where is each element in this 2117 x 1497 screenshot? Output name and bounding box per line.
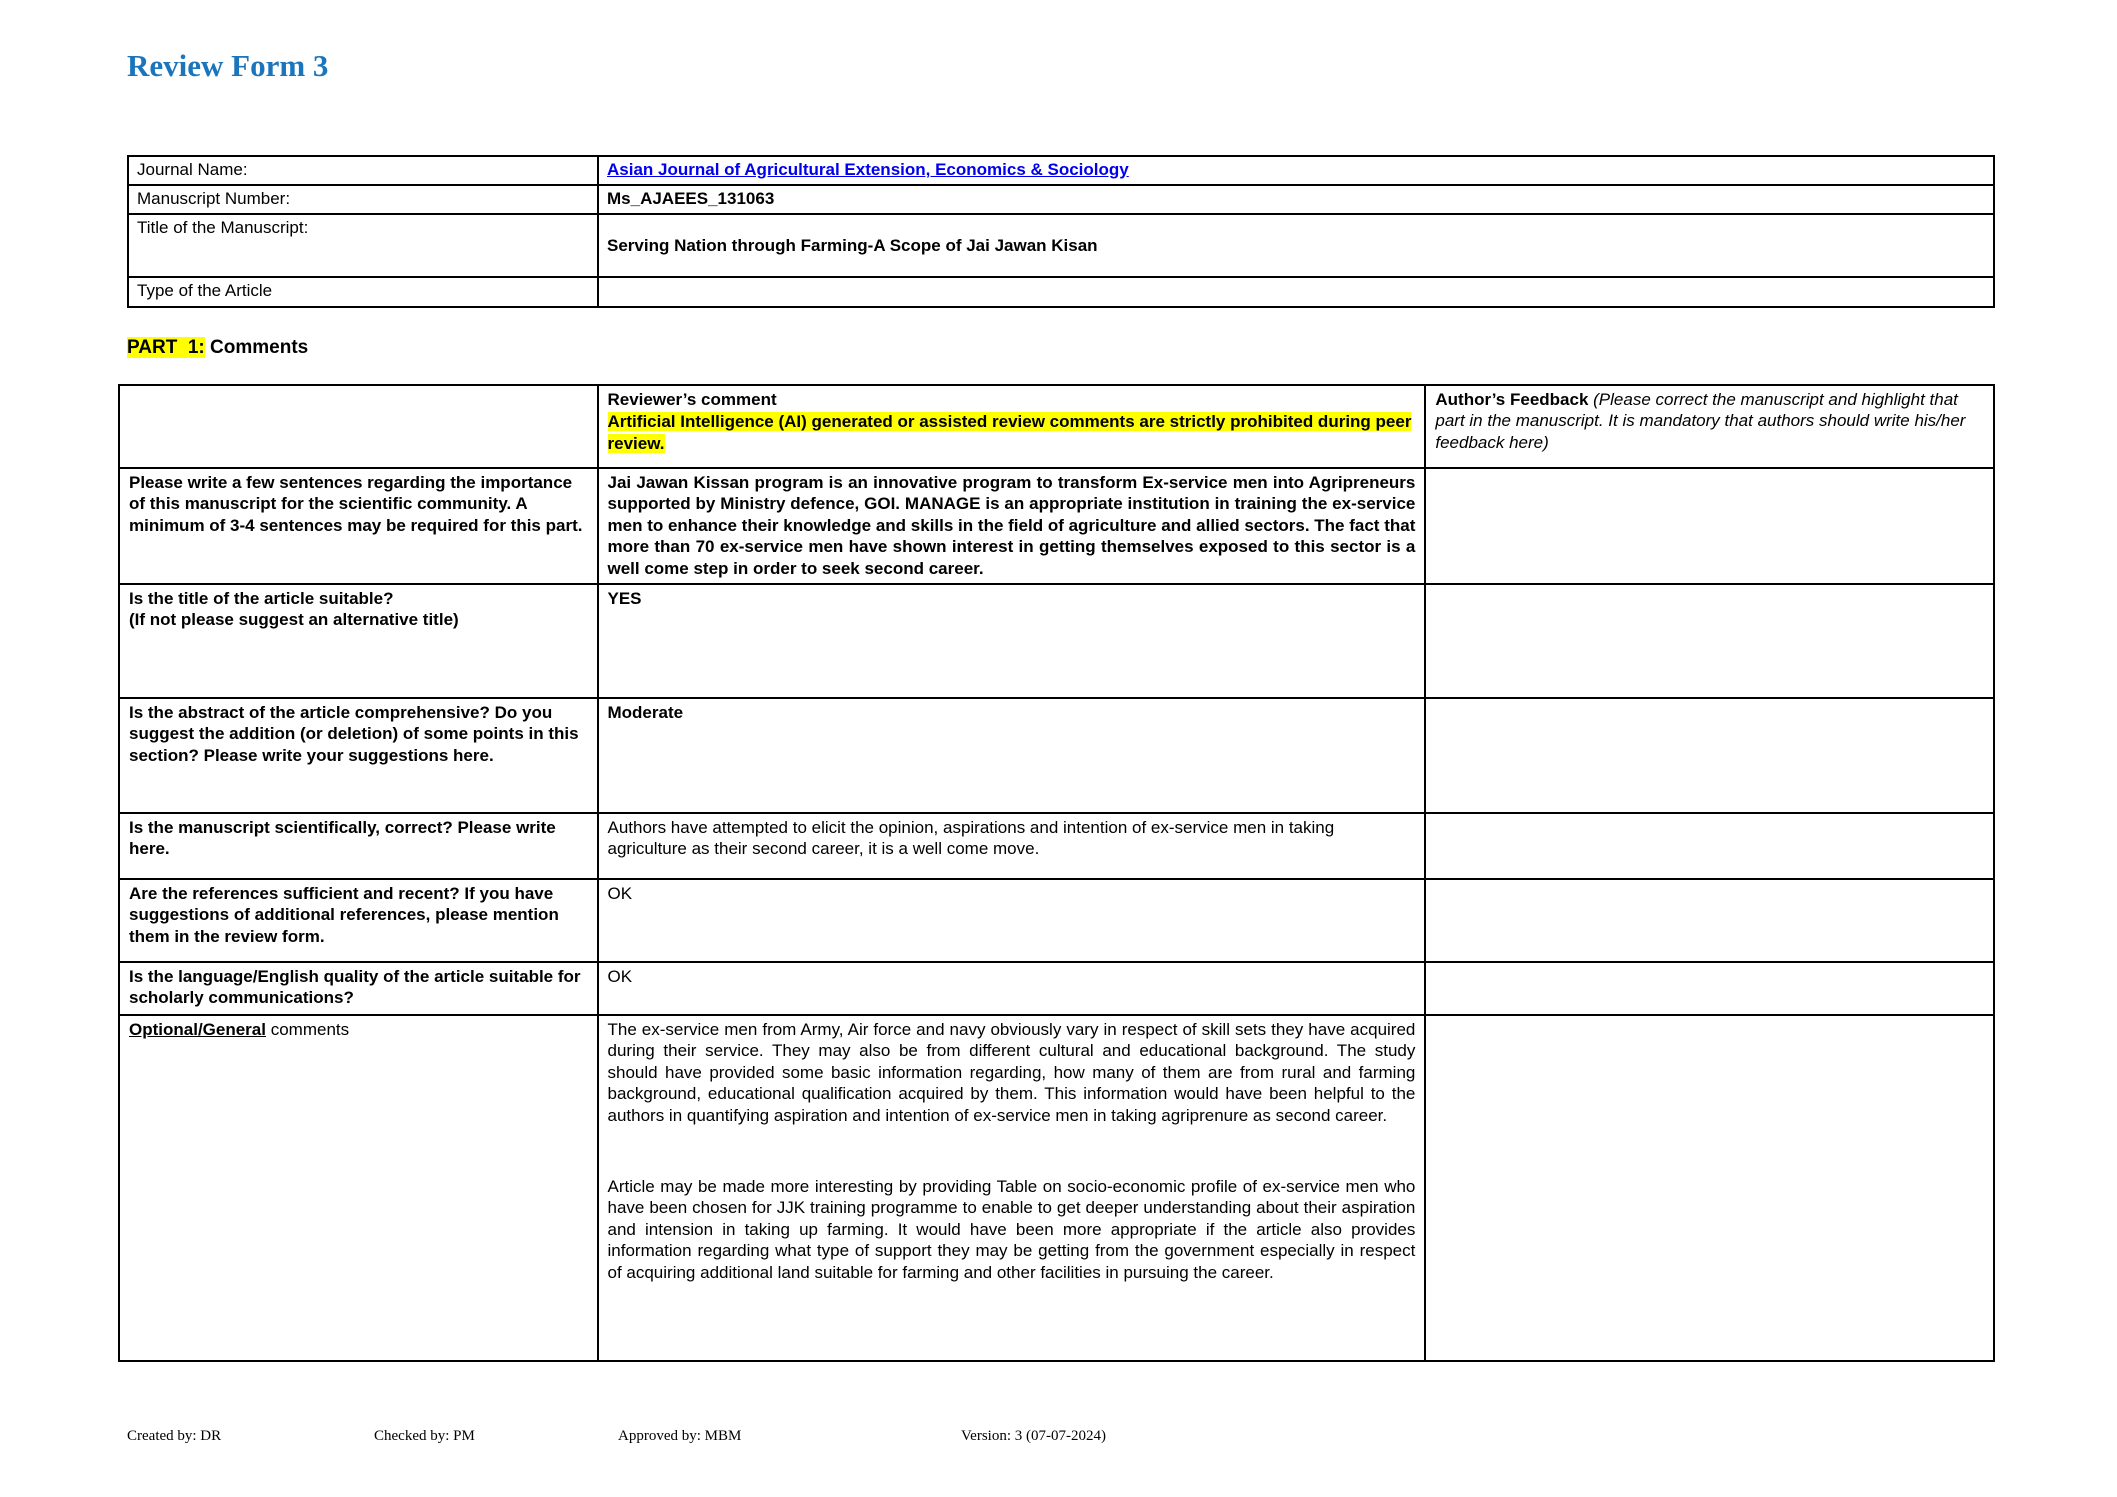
- reviewer-comment-paragraph: OK: [607, 967, 633, 986]
- comment-row: [119, 879, 1994, 962]
- meta-row: [128, 214, 1994, 277]
- meta-row: [128, 185, 1994, 214]
- question-text: (If not please suggest an alternative title): [129, 610, 459, 630]
- reviewer-comment-paragraph: Article may be made more interesting by providing Table on socio-economic profile of ex-service men who have been chosen for JJK training programme to enable to get deeper understanding about their aspiration and intension in taking up farming. It would have been more appropriate if the article also provides information regarding what type of support they may be getting from the government especially in respect of acquiring additional land suitable for farming and other facilities in pursuing the career.: [607, 1177, 1416, 1282]
- meta-label: Manuscript Number:: [128, 185, 598, 214]
- question-text: Are the references sufficient and recent? If you have suggestions of additional references, please mention them in the review form.: [129, 884, 559, 946]
- reviewer-comment-cell: [598, 879, 1426, 962]
- question-cell: [119, 962, 598, 1015]
- meta-value: Ms_AJAEES_131063: [607, 189, 775, 208]
- footer-created-by: Created by: DR: [127, 1428, 222, 1444]
- meta-label: Type of the Article: [128, 277, 598, 307]
- meta-table-body: [128, 156, 1994, 307]
- reviewer-comment-cell: [598, 468, 1426, 584]
- meta-label: Title of the Manuscript:: [128, 214, 598, 277]
- reviewer-comment-paragraph: YES: [607, 589, 642, 608]
- comment-row: [119, 468, 1994, 584]
- meta-label: Journal Name:: [128, 156, 598, 185]
- footer-checked-by: Checked by: PM: [374, 1428, 475, 1444]
- meta-value-cell: [598, 277, 1994, 307]
- meta-value: Serving Nation through Farming-A Scope of Jai Jawan Kisan: [607, 235, 1098, 255]
- meta-value-cell: [598, 156, 1994, 185]
- reviewer-comment-paragraph: Moderate: [607, 703, 684, 722]
- ai-prohibition-notice: Artificial Intelligence (AI) generated or assisted review comments are strictly prohibited during peer review.: [607, 412, 1412, 453]
- footer-approved-by: Approved by: MBM: [618, 1428, 742, 1444]
- page-title: Review Form 3: [127, 48, 329, 83]
- author-feedback-note: (Please correct the manuscript and highlight that part in the manuscript. It is mandatory that authors should write his/her feedback here): [1435, 390, 1966, 452]
- comment-row: [119, 584, 1994, 698]
- question-cell: [119, 879, 598, 962]
- journal-name-link[interactable]: Asian Journal of Agricultural Extension, Economics & Sociology: [607, 160, 1129, 179]
- reviewer-comment-label: Reviewer’s comment: [607, 390, 777, 409]
- comment-row: [119, 698, 1994, 813]
- question-text: Is the manuscript scientifically, correct? Please write here.: [129, 818, 556, 859]
- author-feedback-cell: [1425, 468, 1994, 584]
- reviewer-comment-cell: [598, 962, 1426, 1015]
- question-cell: [119, 1015, 598, 1361]
- author-feedback-cell: [1425, 584, 1994, 698]
- author-feedback-cell: [1425, 1015, 1994, 1361]
- header-empty-cell: [119, 385, 598, 468]
- question-text: Is the title of the article suitable?: [129, 589, 394, 608]
- author-feedback-header-cell: [1425, 385, 1994, 468]
- question-cell: [119, 468, 598, 584]
- author-feedback-cell: [1425, 962, 1994, 1015]
- reviewer-comment-paragraph: Authors have attempted to elicit the opinion, aspirations and intention of ex-service men in taking agriculture as their second career, it is a well come move.: [607, 818, 1335, 859]
- question-cell: [119, 698, 598, 813]
- part1-heading-rest: Comments: [204, 337, 309, 358]
- question-text: Please write a few sentences regarding the importance of this manuscript for the scientific community. A minimum of 3-4 sentences may be required for this part.: [129, 473, 583, 535]
- comment-row: [119, 813, 1994, 879]
- reviewer-comment-header-cell: [598, 385, 1426, 468]
- author-feedback-label: Author’s Feedback: [1435, 390, 1589, 409]
- footer-version: Version: 3 (07-07-2024): [961, 1428, 1106, 1444]
- question-cell: [119, 584, 598, 698]
- question-cell: [119, 813, 598, 879]
- comments-table: [118, 384, 1995, 1362]
- reviewer-comment-cell: [598, 584, 1426, 698]
- reviewer-comment-cell: [598, 1015, 1426, 1361]
- meta-value-cell: [598, 214, 1994, 277]
- reviewer-comment-paragraph: OK: [607, 884, 633, 903]
- reviewer-comment-paragraph: The ex-service men from Army, Air force and navy obviously vary in respect of skill sets they have acquired during their service. They may also be from different cultural and educational background. The study should have provided some basic information regarding, how many of them are from rural and farming background, educational qualification acquired by them. This information would have been helpful to the authors in quantifying aspiration and intention of ex-service men in taking agriprenure as second career.: [607, 1020, 1416, 1125]
- question-text: Is the language/English quality of the article suitable for scholarly communications?: [129, 967, 581, 1008]
- part1-heading: [127, 337, 308, 359]
- meta-row: [128, 277, 1994, 307]
- comment-row: [119, 962, 1994, 1015]
- manuscript-meta-table: [127, 155, 1995, 308]
- author-feedback-cell: [1425, 813, 1994, 879]
- meta-value-cell: [598, 185, 1994, 214]
- author-feedback-cell: [1425, 879, 1994, 962]
- comment-row: [119, 1015, 1994, 1361]
- question-prefix: Optional/General: [129, 1020, 266, 1039]
- question-suffix: comments: [265, 1020, 350, 1039]
- question-text: Is the abstract of the article comprehensive? Do you suggest the addition (or deletion) of some points in this section? Please write your suggestions here.: [129, 703, 579, 765]
- reviewer-comment-cell: [598, 698, 1426, 813]
- part1-heading-highlight: PART 1:: [127, 337, 205, 358]
- reviewer-comment-cell: [598, 813, 1426, 879]
- reviewer-comment-paragraph: Jai Jawan Kissan program is an innovative program to transform Ex-service men into Agripreneurs supported by Ministry defence, GOI. MANAGE is an appropriate institution in training the ex-service men to enhance their knowledge and skills in the field of agriculture and allied sectors. The fact that more than 70 ex-service men have shown interest in getting themselves exposed to this sector is a well come step in order to seek second career.: [607, 473, 1416, 578]
- author-feedback-cell: [1425, 698, 1994, 813]
- comments-header-row: [119, 385, 1994, 468]
- meta-row: [128, 156, 1994, 185]
